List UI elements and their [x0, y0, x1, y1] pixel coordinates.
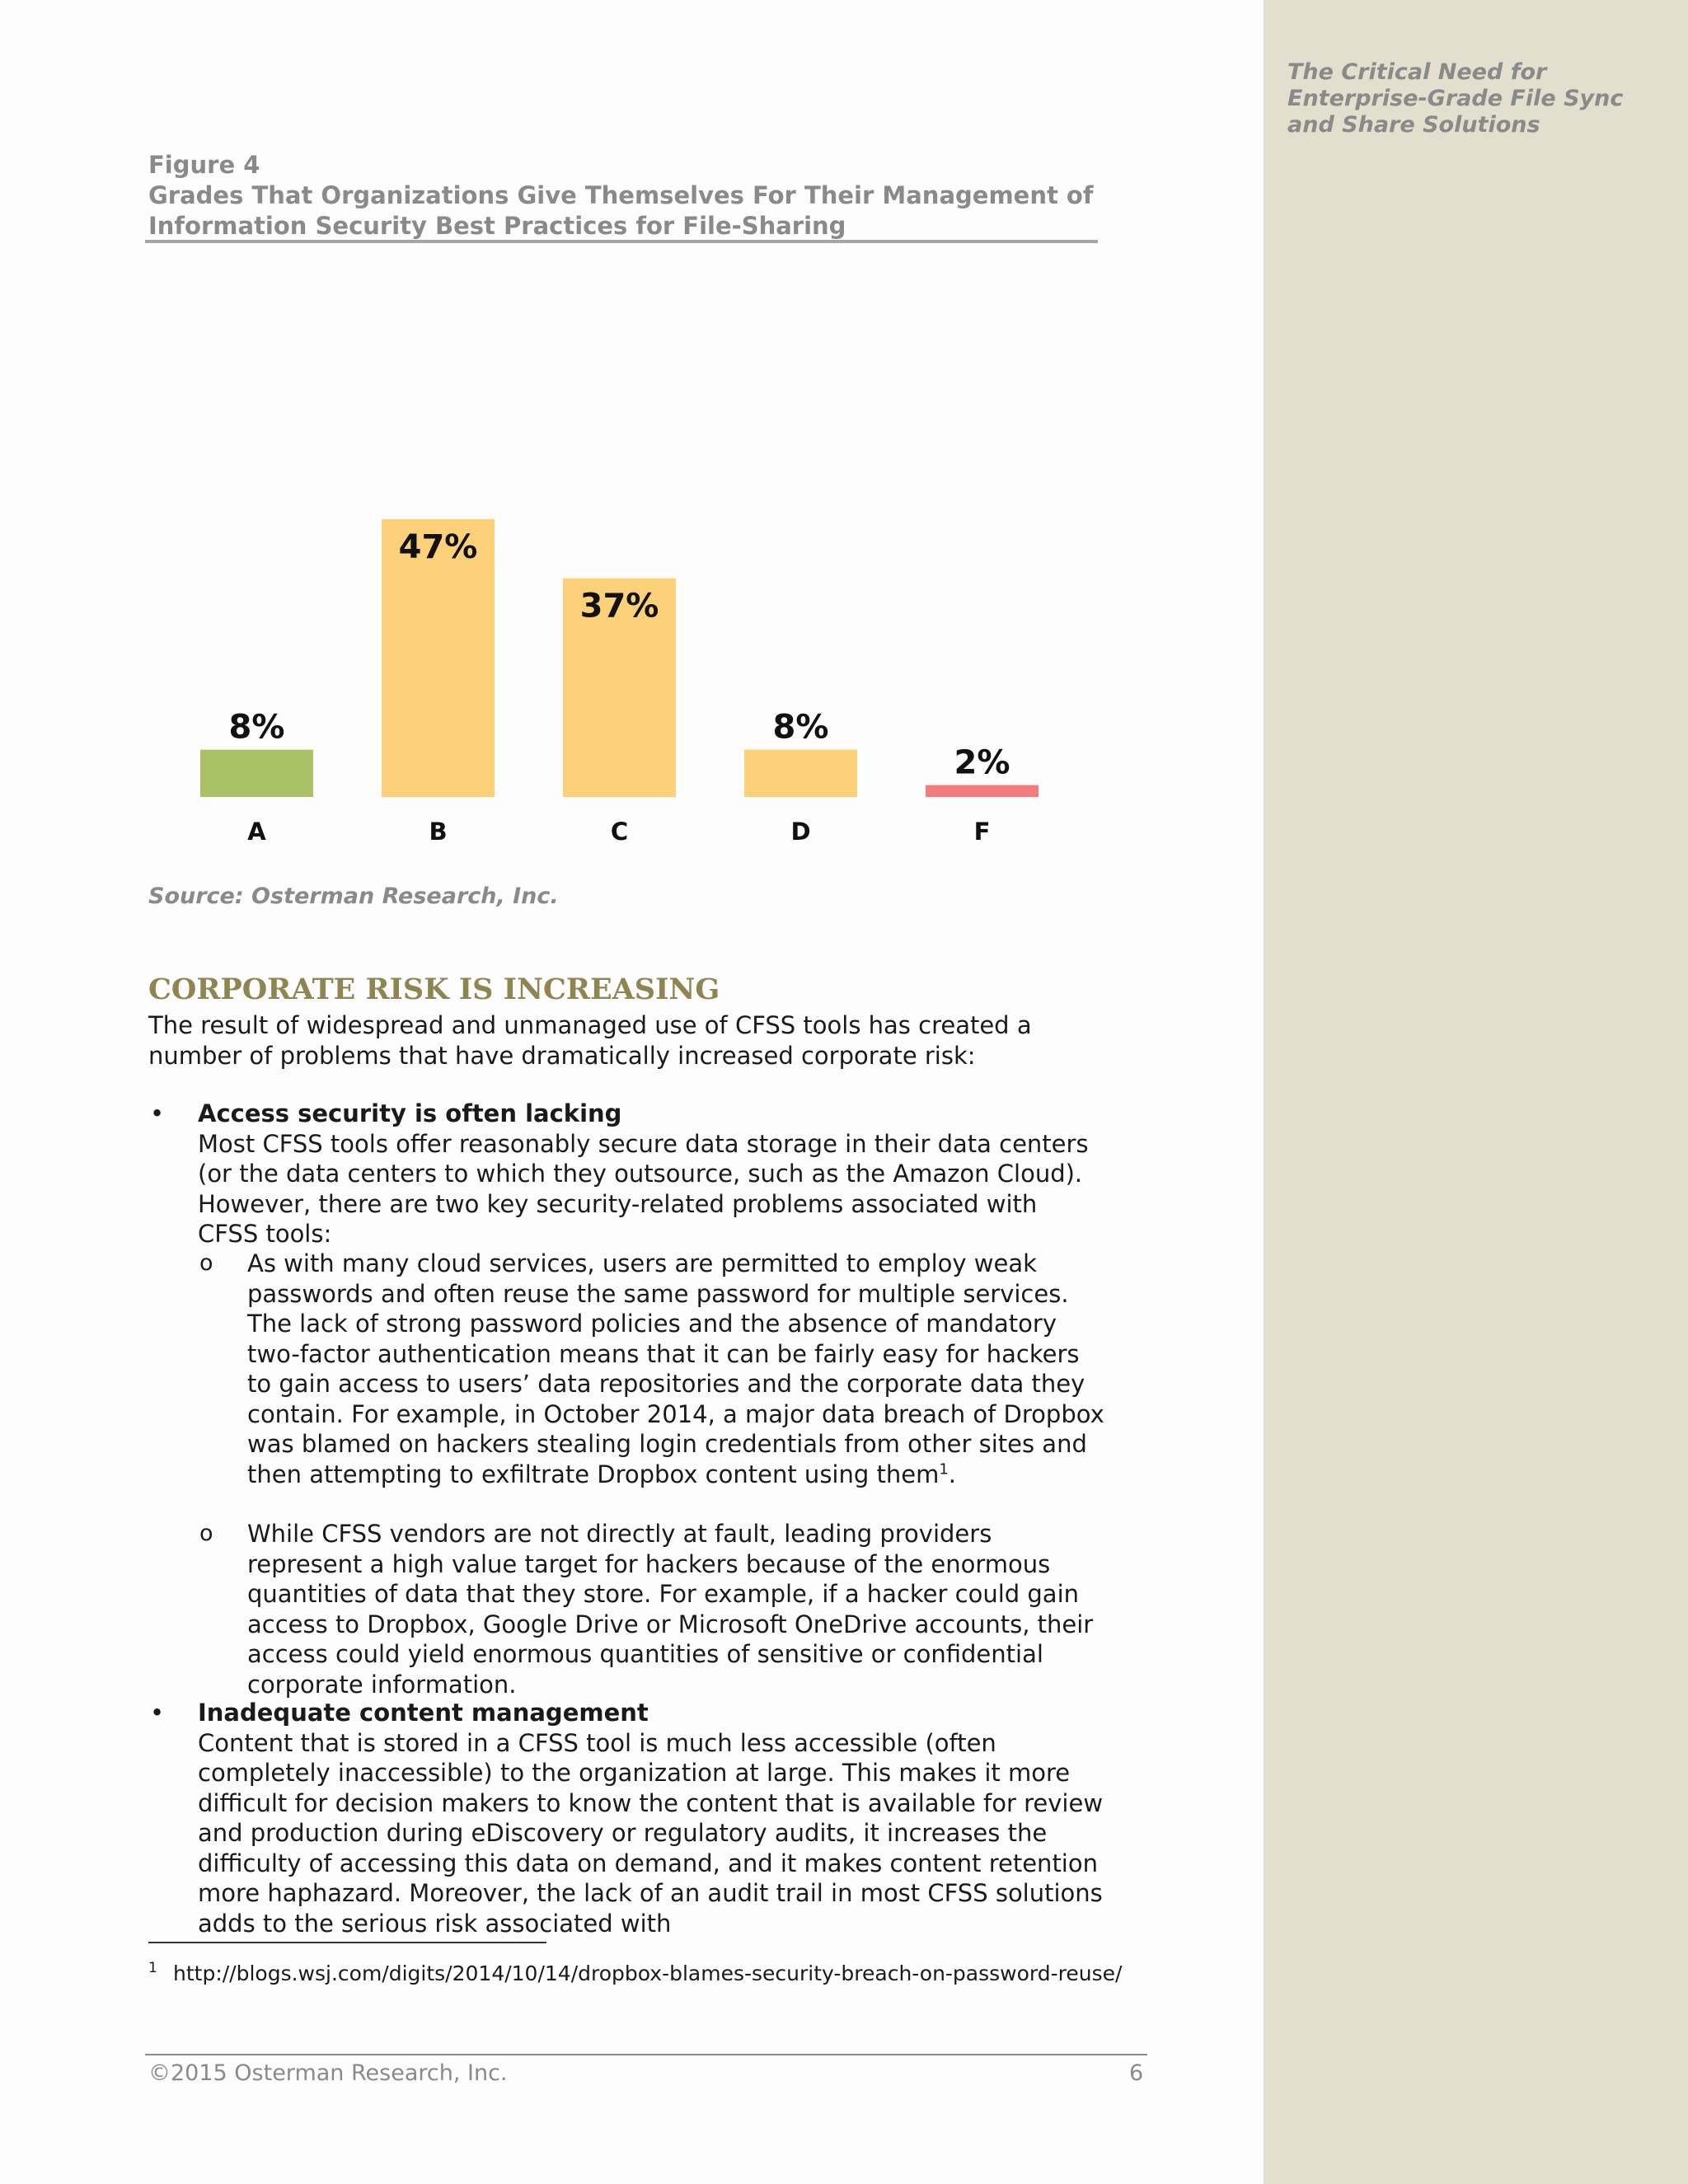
sub-bullet-marker: o: [199, 1250, 213, 1276]
sub-bullet-end: .: [948, 1460, 957, 1488]
figure-source: Source: Osterman Research, Inc.: [148, 883, 559, 909]
bullet-title: Inadequate content management: [198, 1699, 649, 1727]
sub-bullet-text: While CFSS vendors are not directly at fault, leading providers represent a high value target for hackers because of the enormous quantities of data that they store. For example, if a hacker could gain access to Dropbox, Google Drive or Microsoft OneDrive accounts, their access could yield enormous quantities of sensitive or confidential corporate information.: [247, 1520, 1094, 1699]
section-heading: CORPORATE RISK IS INCREASING: [148, 972, 720, 1006]
footnote-ref[interactable]: 1: [939, 1460, 949, 1478]
bullet-access-security: [198, 1099, 1104, 1249]
data-label-b: 47%: [398, 528, 478, 566]
bullet-marker: •: [150, 1699, 165, 1727]
sidebar-panel: [1264, 0, 1688, 2184]
bar-d: [744, 750, 857, 797]
data-label-c: 37%: [579, 587, 659, 626]
sub-bullet-high-value-target: [247, 1519, 1104, 1699]
sub-bullet-weak-passwords: [247, 1249, 1104, 1489]
tick-label-f: F: [973, 818, 991, 846]
tick-label-c: C: [610, 818, 629, 846]
sub-bullet-marker: o: [199, 1521, 213, 1546]
bar-chart: [145, 247, 1098, 882]
sidebar-title: The Critical Need for Enterprise-Grade File Sync and Share Solutions: [1287, 59, 1624, 138]
footer-rule: [145, 2054, 1147, 2055]
section-intro: The result of widespread and unmanaged use of CFSS tools has created a number of problems that have dramatically increased corporate risk:: [148, 1011, 1032, 1070]
bullet-text: Most CFSS tools offer reasonably secure data storage in their data centers (or the data centers to which they outsource, such as the Amazon Cloud). However, there are two key security-related problems associated with CFSS tools:: [198, 1129, 1089, 1248]
tick-label-a: A: [247, 818, 266, 846]
bar-chart-svg: [145, 247, 1098, 882]
bullet-marker: •: [150, 1099, 165, 1127]
tick-label-d: D: [790, 818, 811, 846]
data-label-f: 2%: [954, 743, 1010, 782]
bullet-content-management: [198, 1698, 1104, 1938]
sub-bullet-text: As with many cloud services, users are permitted to employ weak passwords and often reuse the same password for multiple services. The lack of strong password policies and the absence of mandatory two-factor authentication means that it can be fairly easy for hackers to gain access to users’ data repositories and the corporate data they contain. For example, in October 2014, a major data breach of Dropbox was blamed on hackers stealing login credentials from other sites and then attempting to exfiltrate Dropbox content using them: [247, 1249, 1104, 1488]
bar-f: [926, 785, 1039, 797]
bullet-title: Access security is often lacking: [198, 1099, 622, 1127]
footnote-rule: [148, 1942, 546, 1943]
data-label-d: 8%: [772, 708, 829, 747]
footer-copyright: ©2015 Osterman Research, Inc.: [148, 2060, 508, 2086]
footnote-number: 1: [148, 1960, 157, 1976]
figure-rule: [145, 240, 1098, 243]
figure-header: [148, 150, 1096, 241]
bar-a: [200, 750, 313, 797]
data-label-a: 8%: [228, 708, 285, 747]
footnote-link[interactable]: http://blogs.wsj.com/digits/2014/10/14/dropbox-blames-security-breach-on-password-reuse/: [173, 1961, 1123, 1985]
tick-label-b: B: [429, 818, 448, 846]
bullet-text: Content that is stored in a CFSS tool is much less accessible (often completely inaccessible) to the organization at large. This makes it more difficult for decision makers to know the content that is available for review and production during eDiscovery or regulatory audits, it increases the difficulty of accessing this data on demand, and it makes content retention more haphazard. Moreover, the lack of an audit trail in most CFSS solutions adds to the serious risk associated with: [198, 1728, 1104, 1938]
page-number: 6: [1129, 2060, 1144, 2086]
figure-title: Grades That Organizations Give Themselves For Their Management of Information Security Best Practices for File-Sharing: [148, 181, 1094, 240]
figure-label: Figure 4: [148, 151, 260, 179]
